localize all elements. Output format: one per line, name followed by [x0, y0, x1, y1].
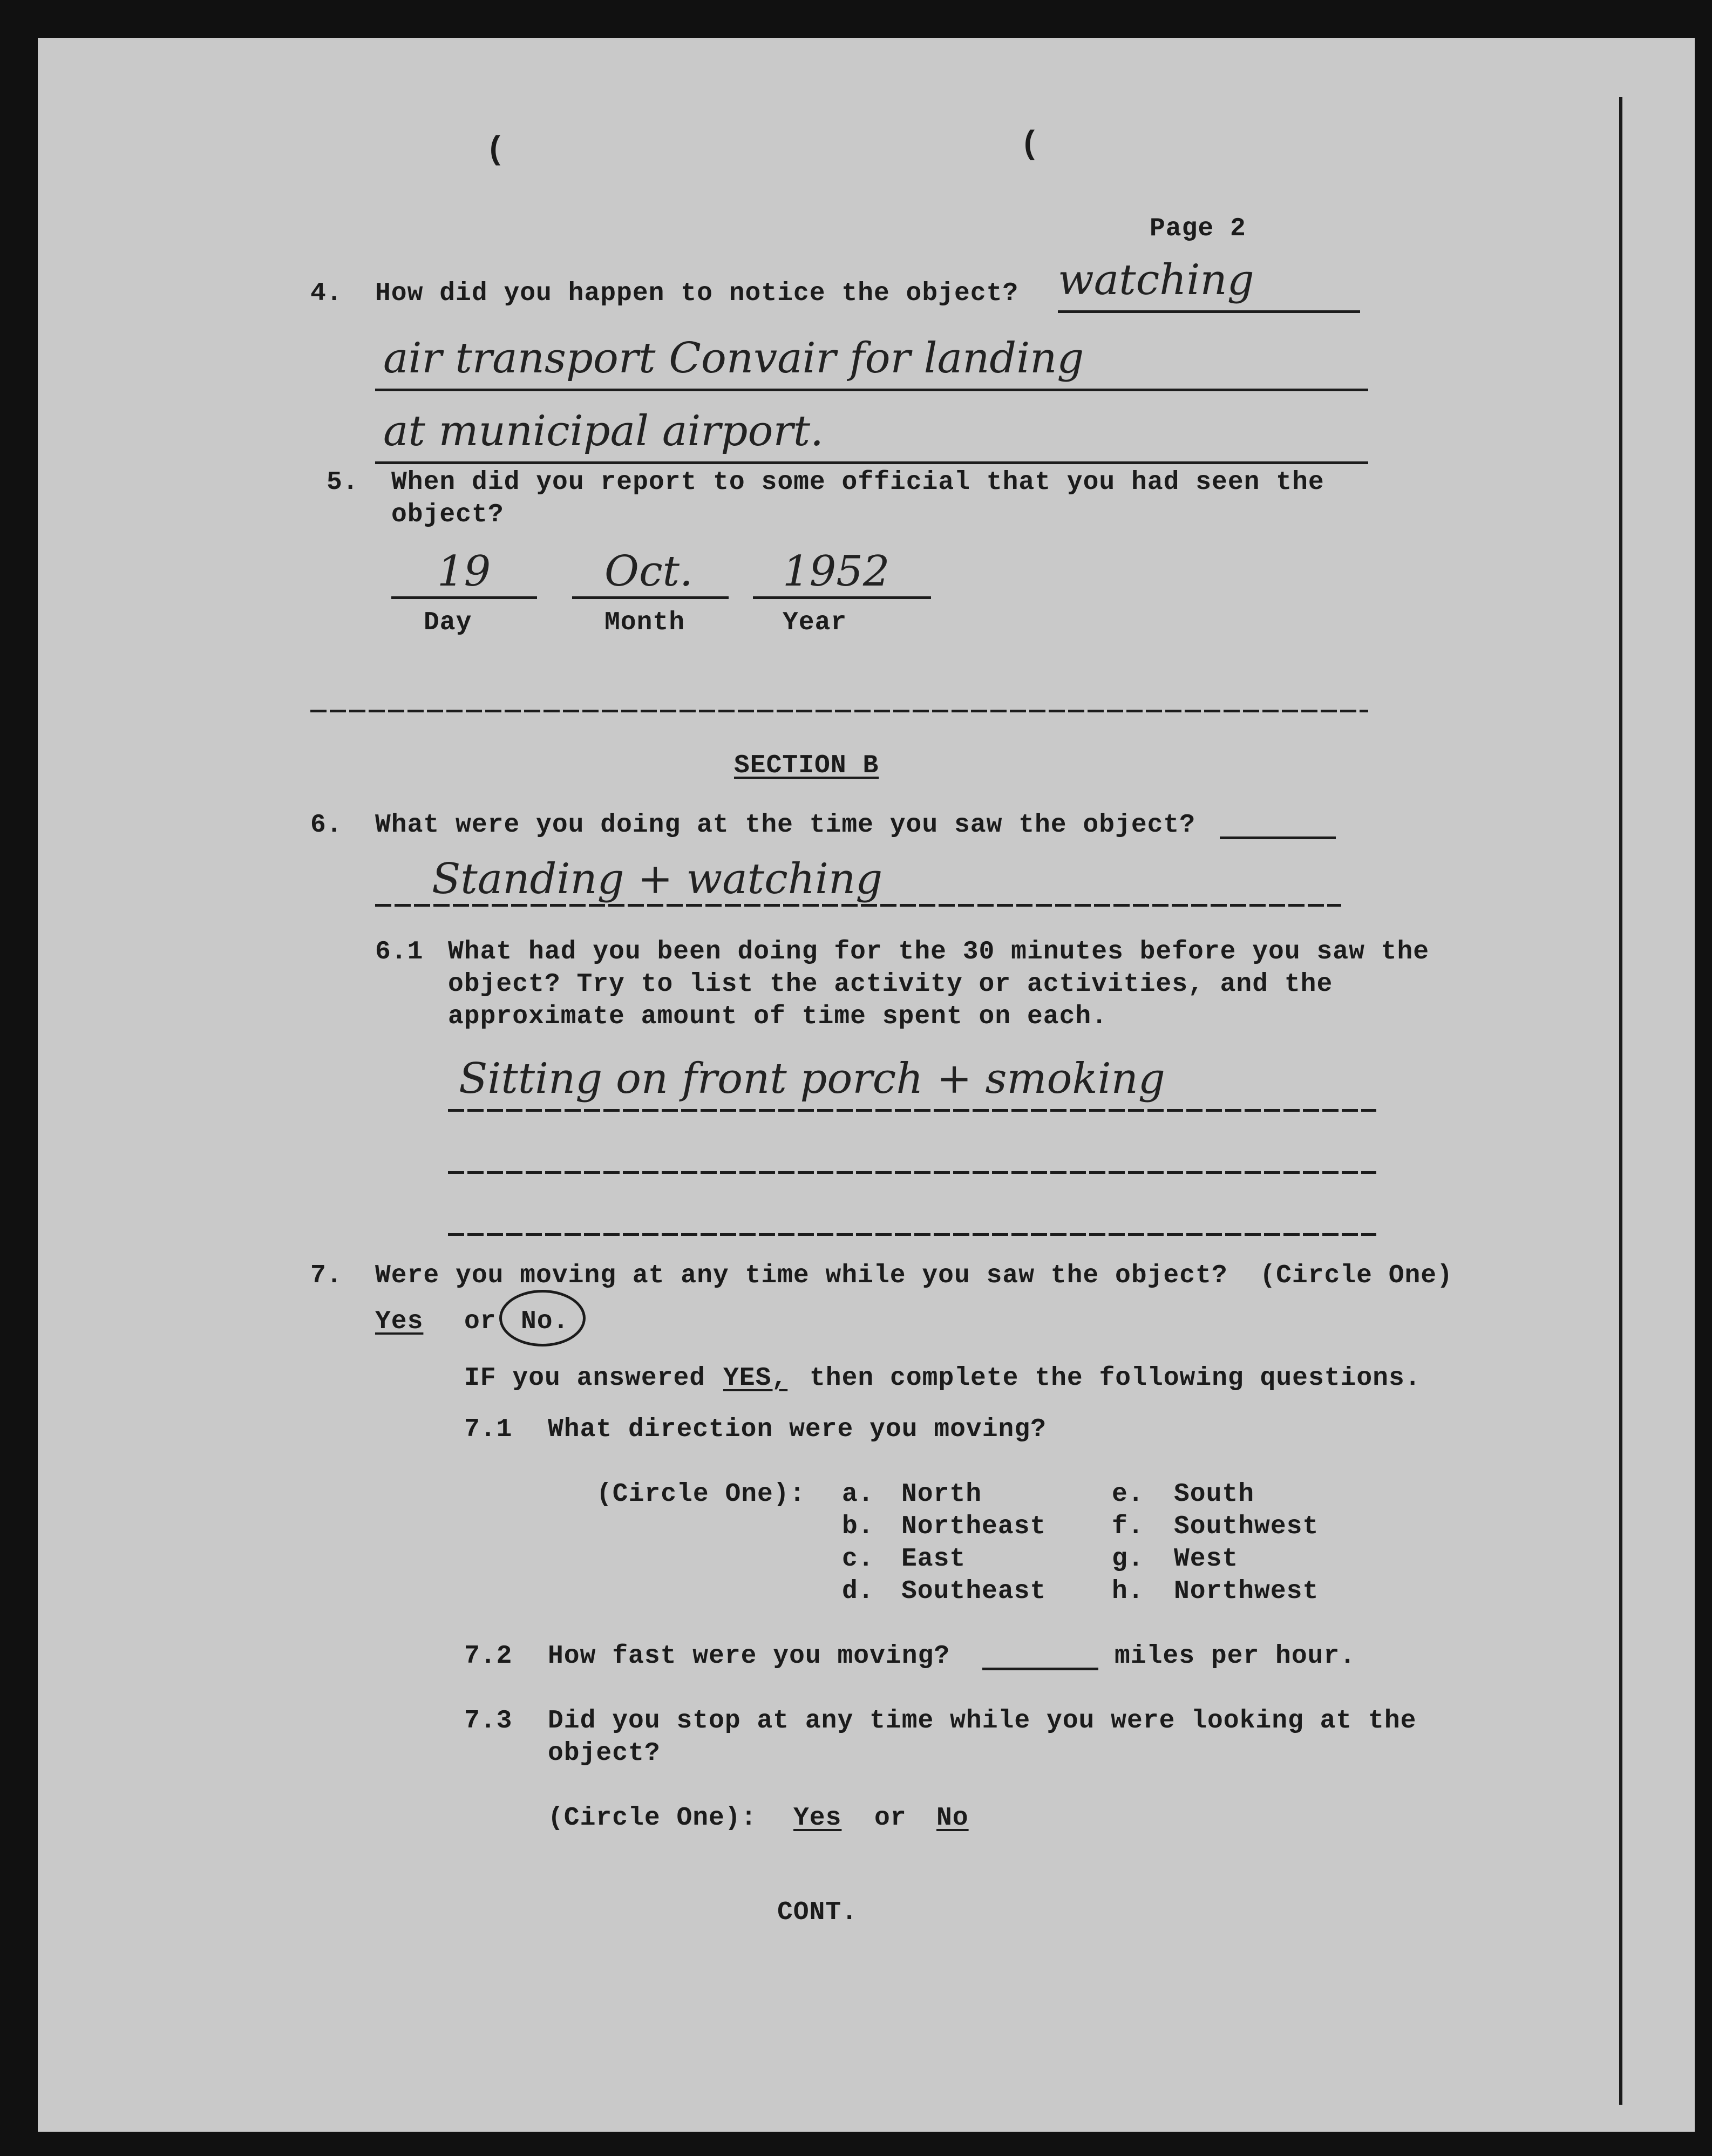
q5-month-rule	[572, 596, 729, 599]
q5-day-value: 19	[437, 547, 491, 596]
q7-3-or: or	[874, 1804, 907, 1833]
q5-year-value: 1952	[783, 547, 890, 596]
q6-1-question-line1: What had you been doing for the 30 minutes before you saw the	[448, 937, 1430, 967]
q5-question-line2: object?	[391, 500, 504, 529]
q6-1-answer-rule1	[448, 1109, 1376, 1112]
document-page	[38, 38, 1695, 2132]
q6-1-answer-rule3	[448, 1233, 1376, 1236]
direction-letter-f: f.	[1112, 1512, 1144, 1541]
q7-no-option: No.	[521, 1307, 569, 1336]
direction-letter-h: h.	[1112, 1577, 1144, 1606]
direction-letter-a: a.	[842, 1480, 874, 1509]
q7-or: or	[464, 1307, 497, 1336]
q5-year-label: Year	[783, 608, 847, 637]
q6-number: 6.	[310, 811, 343, 840]
q6-1-question-line3: approximate amount of time spent on each.	[448, 1002, 1108, 1031]
continued-label: CONT.	[777, 1898, 858, 1927]
q7-question: Were you moving at any time while you saw the object? (Circle One)	[375, 1261, 1453, 1290]
q7-3-circle-label: (Circle One):	[548, 1804, 757, 1833]
q7-2-speed-blank	[982, 1668, 1098, 1670]
q5-day-rule	[391, 596, 537, 599]
direction-west: West	[1174, 1545, 1239, 1574]
q4-answer-rule2	[375, 389, 1368, 391]
q7-yes-option: Yes	[375, 1307, 424, 1336]
q7-3-number: 7.3	[464, 1706, 513, 1736]
q7-3-no-option: No	[936, 1804, 969, 1833]
paren-mark-left: (	[486, 132, 506, 169]
direction-northwest: Northwest	[1174, 1577, 1319, 1606]
q6-1-number: 6.1	[375, 937, 424, 967]
q6-answer: Standing + watching	[432, 855, 883, 903]
q4-number: 4.	[310, 279, 343, 308]
q6-1-answer: Sitting on front porch + smoking	[459, 1055, 1165, 1103]
direction-southwest: Southwest	[1174, 1512, 1319, 1541]
direction-letter-c: c.	[842, 1545, 874, 1574]
q6-question: What were you doing at the time you saw the object?	[375, 811, 1196, 840]
q7-3-question-line1: Did you stop at any time while you were looking at the	[548, 1706, 1417, 1736]
direction-east: East	[901, 1545, 966, 1574]
direction-southeast: Southeast	[901, 1577, 1047, 1606]
q5-day-label: Day	[424, 608, 472, 637]
direction-north: North	[901, 1480, 982, 1509]
q7-1-circle-label: (Circle One):	[596, 1480, 806, 1509]
q7-2-number: 7.2	[464, 1642, 513, 1671]
q4-answer-line3: at municipal airport.	[383, 407, 824, 455]
section-title: SECTION B	[734, 751, 879, 780]
q4-question: How did you happen to notice the object?	[375, 279, 1019, 308]
q4-answer-line2: air transport Convair for landing	[383, 334, 1084, 383]
direction-letter-g: g.	[1112, 1545, 1144, 1574]
page-edge-rule	[1619, 97, 1622, 2105]
q7-2-question-prefix: How fast were you moving?	[548, 1642, 950, 1671]
q5-question-line1: When did you report to some official that you had seen the	[391, 468, 1324, 497]
direction-letter-b: b.	[842, 1512, 874, 1541]
q6-answer-rule-top	[1220, 836, 1336, 839]
direction-northeast: Northeast	[901, 1512, 1047, 1541]
page-label: Page 2	[1150, 214, 1246, 243]
q7-3-question-line2: object?	[548, 1739, 661, 1768]
q5-month-label: Month	[604, 608, 685, 637]
q4-answer-rule1	[1058, 310, 1360, 313]
q7-no-circle-mark	[499, 1290, 586, 1346]
direction-south: South	[1174, 1480, 1255, 1509]
q7-1-number: 7.1	[464, 1415, 513, 1444]
q6-1-answer-rule2	[448, 1171, 1376, 1174]
direction-letter-d: d.	[842, 1577, 874, 1606]
q7-instruction-suffix: then complete the following questions.	[810, 1364, 1421, 1393]
q5-month-value: Oct.	[604, 547, 693, 596]
q5-year-rule	[753, 596, 931, 599]
direction-letter-e: e.	[1112, 1480, 1144, 1509]
paren-mark-right: (	[1020, 127, 1040, 164]
q4-answer-rule3	[375, 461, 1368, 464]
q4-answer-line1: watching	[1058, 256, 1254, 304]
section-divider	[310, 710, 1368, 712]
q7-2-question-suffix: miles per hour.	[1115, 1642, 1356, 1671]
q6-answer-rule	[375, 904, 1341, 907]
q7-instruction-yes: YES,	[723, 1364, 788, 1393]
q6-1-question-line2: object? Try to list the activity or activities, and the	[448, 970, 1333, 999]
q7-number: 7.	[310, 1261, 343, 1290]
q5-number: 5.	[327, 468, 359, 497]
q7-1-question: What direction were you moving?	[548, 1415, 1047, 1444]
q7-instruction-prefix: IF you answered	[464, 1364, 706, 1393]
q7-3-yes-option: Yes	[793, 1804, 842, 1833]
